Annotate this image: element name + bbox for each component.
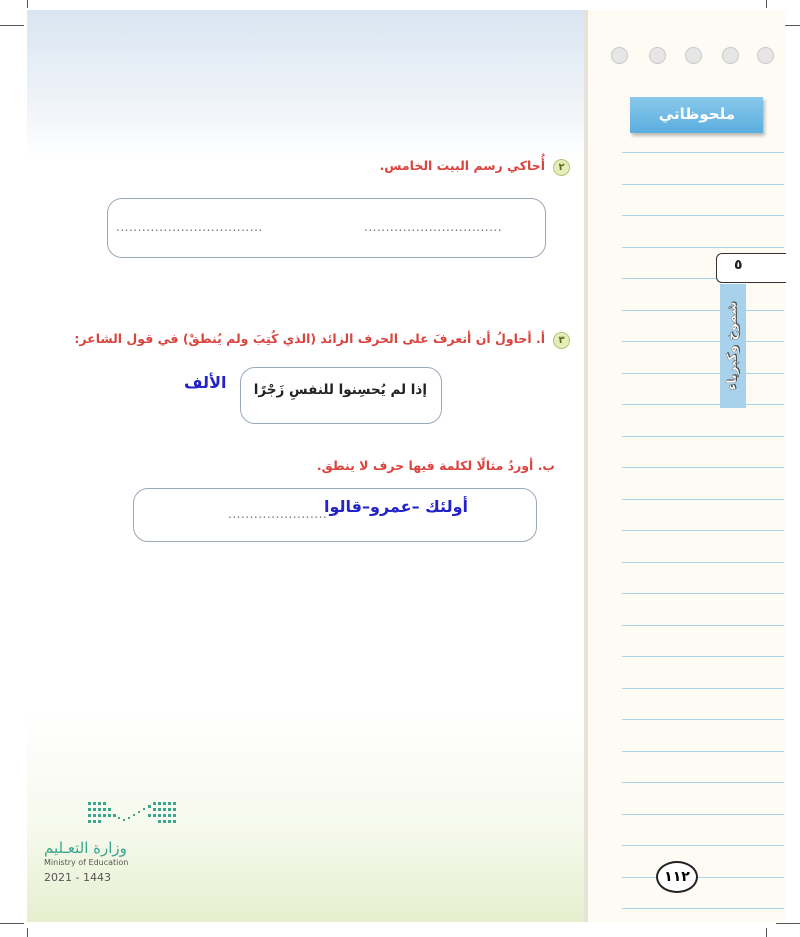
notes-rule-line	[622, 152, 784, 153]
notes-rule-line	[622, 908, 784, 909]
notes-title: ملحوظاتي	[658, 105, 735, 123]
binder-hole	[685, 47, 702, 64]
notes-rule-line	[622, 436, 784, 437]
unit-number: ٥	[734, 257, 743, 273]
notes-rule-line	[622, 845, 784, 846]
notes-rule-line	[622, 341, 784, 342]
notes-rule-line	[622, 814, 784, 815]
unit-title-strip	[720, 284, 746, 408]
question-number: ٢	[558, 162, 565, 173]
notes-rule-line	[622, 247, 784, 248]
question-number: ٣	[558, 335, 565, 346]
notes-rule-line	[622, 530, 784, 531]
answer-dotted-line: ..................................	[116, 220, 263, 234]
binder-hole	[611, 47, 628, 64]
answer-a: الألف	[184, 373, 227, 392]
notes-rule-line	[622, 310, 784, 311]
binder-hole	[757, 47, 774, 64]
crop-mark	[27, 0, 28, 8]
answer-box[interactable]	[107, 198, 546, 258]
binder-hole	[722, 47, 739, 64]
notes-panel	[584, 10, 785, 922]
notes-rule-line	[622, 625, 784, 626]
page-number: ١١٢	[656, 861, 698, 893]
crop-mark	[0, 25, 24, 26]
question-number-badge	[553, 159, 570, 176]
notes-rule-line	[622, 373, 784, 374]
answer-dotted-line: .......................	[228, 507, 328, 521]
ministry-name-ar: وزارة التعـليم	[44, 839, 127, 857]
notes-rule-line	[622, 593, 784, 594]
notes-rule-line	[622, 215, 784, 216]
question-number-badge	[553, 332, 570, 349]
binder-hole	[649, 47, 666, 64]
question-part-a: أ. أحاولُ أن أتعرفَ على الحرف الزائد (الذي كُتِبَ ولم يُنطقْ) في قول الشاعر:	[74, 331, 545, 346]
edition-year: 2021 - 1443	[44, 871, 111, 884]
notes-tab	[630, 97, 763, 133]
notes-rule-line	[622, 688, 784, 689]
notes-rule-line	[622, 499, 784, 500]
notes-rule-line	[622, 782, 784, 783]
unit-number-box	[716, 253, 786, 283]
question-part-b: ب. أوردُ مثالًا لكلمة فيها حرف لا ينطق.	[316, 458, 555, 473]
verse-box	[240, 367, 442, 424]
ministry-name-en: Ministry of Education	[44, 858, 129, 867]
answer-box[interactable]	[133, 488, 537, 542]
notes-rule-line	[622, 656, 784, 657]
ministry-logo-icon	[88, 800, 178, 830]
crop-mark	[766, 928, 767, 937]
binder-edge	[584, 10, 588, 922]
answer-dotted-line: ................................	[364, 220, 503, 234]
notes-rule-line	[622, 877, 784, 878]
notes-rule-line	[622, 467, 784, 468]
crop-mark	[27, 928, 28, 937]
notes-rule-line	[622, 719, 784, 720]
crop-mark	[0, 923, 24, 924]
verse-text: إذا لم يُحسِنوا للنفسِ زَجْرًا	[253, 382, 427, 398]
crop-mark	[766, 0, 767, 8]
unit-title: شموخ وكبرياء	[725, 301, 740, 391]
crop-mark	[776, 923, 800, 924]
notes-rule-line	[622, 751, 784, 752]
notes-rule-line	[622, 184, 784, 185]
question-prompt: أُحاكي رسم البيت الخامس.	[379, 158, 545, 173]
notes-rule-line	[622, 404, 784, 405]
notes-rule-line	[622, 562, 784, 563]
answer-b: أولئك –عمرو–قالوا	[324, 497, 468, 516]
